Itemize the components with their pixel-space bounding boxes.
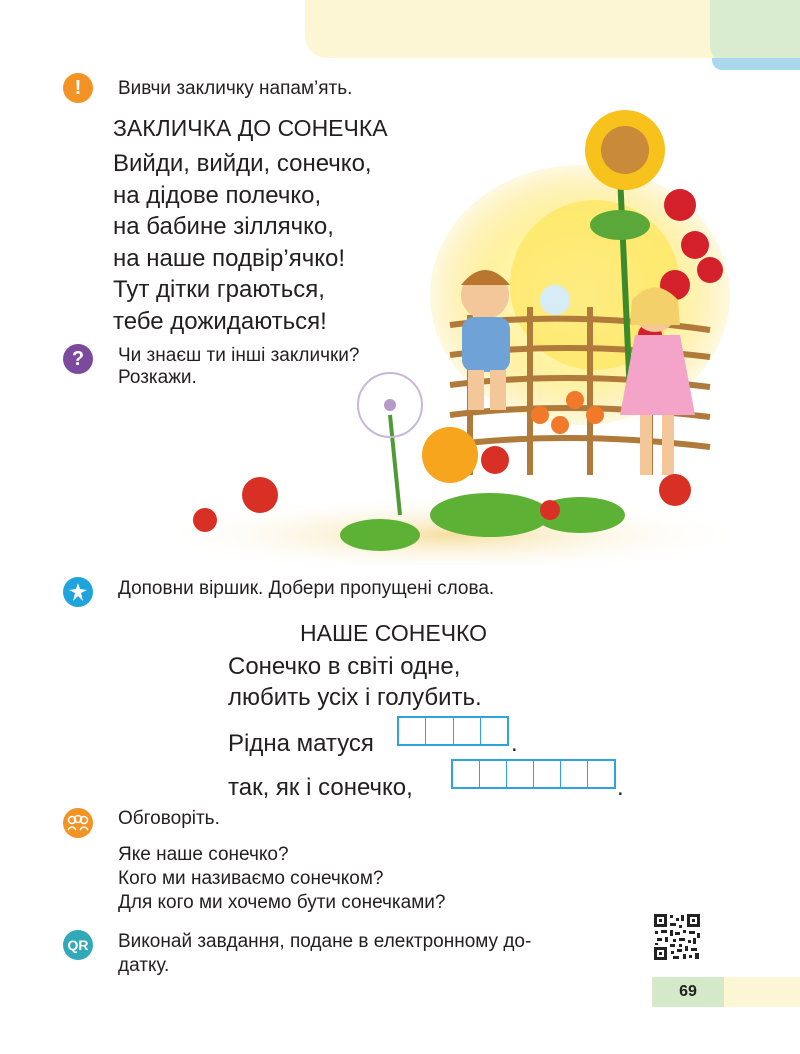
page-number: 69 [652, 977, 724, 1007]
poem-line: Тут дітки граються, [113, 276, 325, 303]
poem-line: на дідове полечко, [113, 181, 322, 209]
question-line: Чи знаєш ти інші заклички? [118, 345, 360, 366]
discussion-group-icon [63, 808, 93, 838]
qr-task-text [118, 930, 531, 978]
question-line: Розкажи. [118, 367, 197, 388]
poem-line: так, як і сонечко, [228, 774, 413, 801]
exclamation-icon: ! [63, 73, 93, 103]
star-burst-icon [63, 577, 93, 607]
poem-title-sun-call: ЗАКЛИЧКА ДО СОНЕЧКА [113, 115, 388, 141]
poem-line: Рідна матуся [228, 730, 374, 757]
missing-word-boxes-1[interactable] [397, 716, 509, 746]
instruction-complete-poem: Доповни віршик. Добери пропущені слова. [118, 578, 495, 599]
poem-line: на наше подвір’ячко! [113, 244, 346, 272]
qr-task-line: датку. [118, 955, 170, 976]
poem-line: любить усіх і голубить. [228, 684, 482, 711]
header-tab-blue [712, 58, 800, 70]
poem-title-our-sun: НАШЕ СОНЕЧКО [300, 620, 488, 646]
poem-period: . [511, 730, 518, 757]
qr-badge-icon: QR [63, 930, 93, 960]
poem-line: Сонечко в світі одне, [228, 653, 461, 680]
poem-line: Вийди, вийди, сонечко, [113, 150, 372, 177]
cat [540, 285, 570, 315]
qr-task-line: Виконай завдання, подане в електронному до- [118, 931, 532, 952]
instruction-discuss: Обговоріть. [118, 808, 220, 829]
discussion-question: Яке наше сонечко? [118, 844, 289, 865]
page-number-strip [724, 977, 800, 1007]
poem-line: на бабине зіллячко, [113, 213, 334, 240]
question-other-calls [118, 345, 360, 389]
poem-sun-call [113, 148, 372, 337]
poem-period: . [617, 774, 624, 801]
discussion-question: Кого ми називаємо сонечком? [118, 868, 384, 889]
missing-word-boxes-2[interactable] [451, 759, 616, 789]
poem-line: тебе дожидаються! [113, 307, 327, 335]
question-icon: ? [63, 344, 93, 374]
header-tab-green [710, 0, 800, 64]
dandelion [358, 373, 478, 515]
qr-code-icon[interactable] [653, 913, 701, 961]
discussion-questions [118, 843, 445, 915]
discussion-question: Для кого ми хочемо бути сонечками? [118, 892, 446, 913]
instruction-memorize: Вивчи закличку напам’ять. [118, 78, 353, 99]
